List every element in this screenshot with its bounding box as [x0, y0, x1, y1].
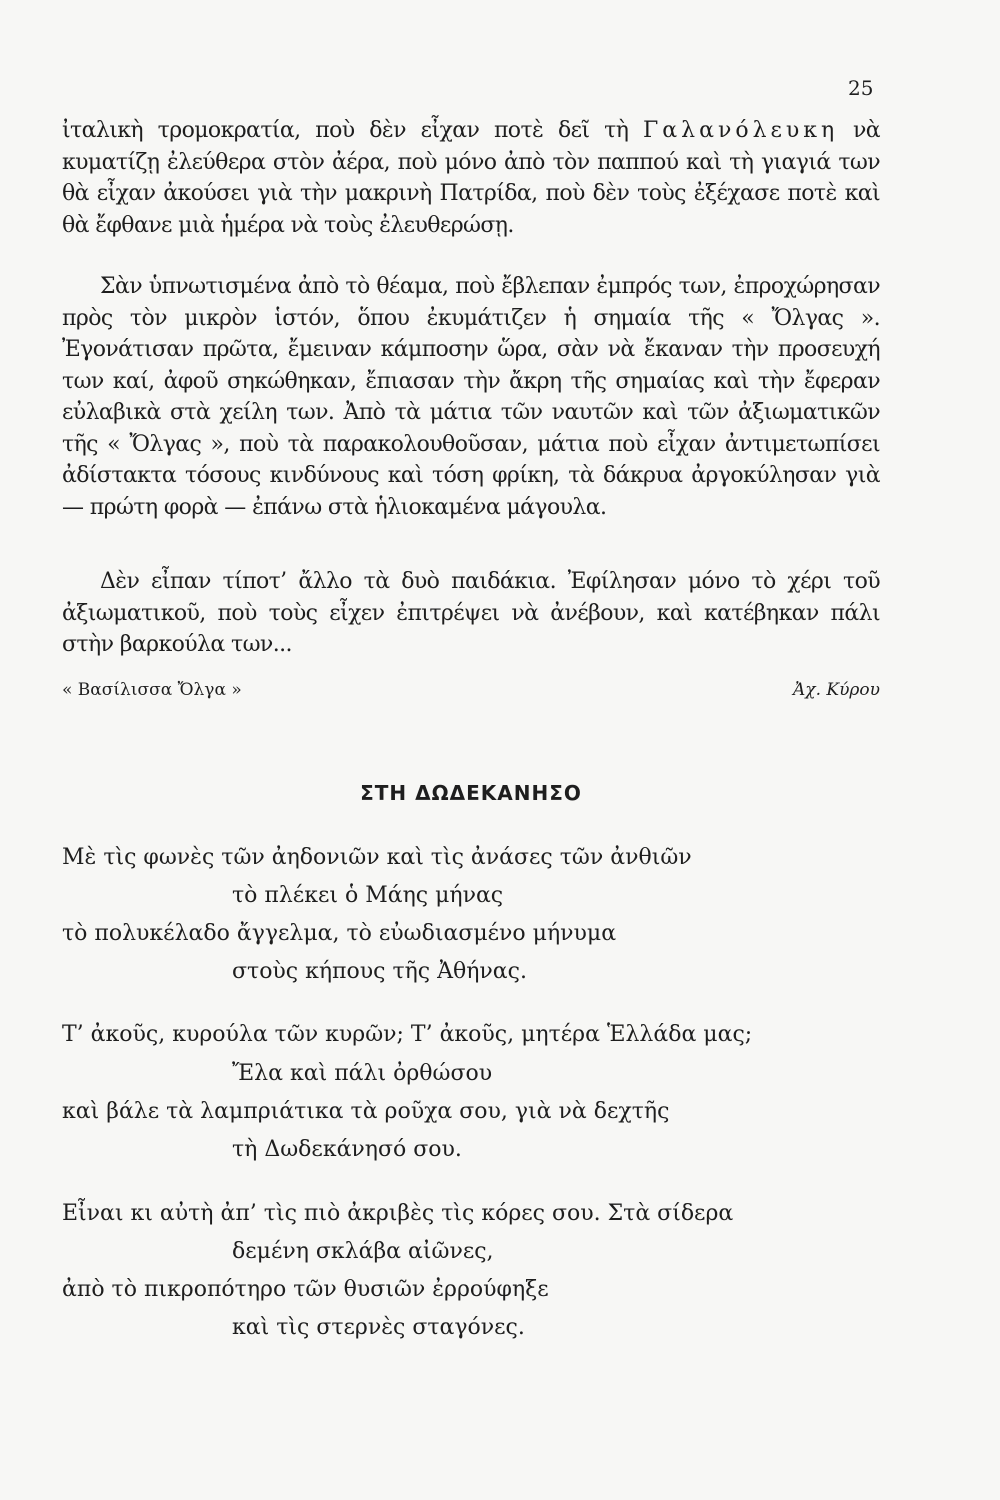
poem-line: τὸ πλέκει ὁ Μάης μήνας	[232, 883, 504, 908]
source-citation	[62, 680, 880, 708]
source-title: « Βασίλισσα Ὄλγα »	[62, 680, 242, 700]
poem-line: Τ’ ἀκοῦς, κυρούλα τῶν κυρῶν; Τ’ ἀκοῦς, μητέρα Ἑλλάδα μας;	[62, 1022, 753, 1047]
prose-paragraph-3: Δὲν εἶπαν τίποτ’ ἄλλο τὰ δυὸ παιδάκια. Ἐφίλησαν μόνο τὸ χέρι τοῦ ἀξιωματικοῦ, ποὺ τοὺς εἶχεν ἐπιτρέψει νὰ ἀνέβουν, καὶ κατέβηκαν πάλι στὴν βαρκούλα των...	[62, 569, 880, 657]
prose-paragraph-1-start: ἰταλικὴ τρομοκρατία, ποὺ δὲν εἶχαν ποτὲ δεῖ τὴ	[62, 118, 644, 143]
page-number: 25	[848, 76, 874, 100]
poem-line: δεμένη σκλάβα αἰῶνες,	[232, 1239, 494, 1264]
poem-line: ἀπὸ τὸ πικροπότηρο τῶν θυσιῶν ἐρρούφηξε	[62, 1277, 549, 1302]
poem-line: στοὺς κήπους τῆς Ἀθήνας.	[232, 959, 527, 984]
poem-line: τὴ Δωδεκάνησό σου.	[232, 1137, 462, 1162]
source-author: Ἀχ. Κύρου	[793, 680, 880, 700]
prose-paragraph-1-end: νὰ κυματίζῃ ἐλεύθερα στὸν ἀέρα, ποὺ μόνο ἀπὸ τὸν παππού καὶ τὴ γιαγιά των θὰ εἶχαν ἀκούσει γιὰ τὴν μακρινὴ Πατρίδα, ποὺ δὲν τοὺς ἐξέχασε ποτὲ καὶ θὰ ἔφθανε μιὰ ἡμέρα νὰ τοὺς ἐλευθερώσῃ.	[62, 118, 880, 238]
poem-line: καὶ τὶς στερνὲς σταγόνες.	[232, 1315, 525, 1340]
poem-line: Ἔλα καὶ πάλι ὀρθώσου	[232, 1061, 493, 1086]
poem-line: καὶ βάλε τὰ λαμπριάτικα τὰ ροῦχα σου, γιὰ νὰ δεχτῆς	[62, 1099, 670, 1124]
poem-line: Μὲ τὶς φωνὲς τῶν ἀηδονιῶν καὶ τὶς ἀνάσες τῶν ἀνθιῶν	[62, 845, 692, 870]
prose-paragraph-1	[62, 115, 880, 241]
poem-title: ΣΤΗ ΔΩΔΕΚΑΝΗΣΟ	[360, 781, 582, 805]
emphasized-word: Γαλανόλευκη	[643, 118, 839, 143]
poem-line: τὸ πολυκέλαδο ἄγγελμα, τὸ εὐωδιασμένο μήνυμα	[62, 921, 617, 946]
poem-line: Εἶναι κι αὐτὴ ἀπ’ τὶς πιὸ ἀκριβὲς τὶς κόρες σου. Στὰ σίδερα	[62, 1201, 734, 1226]
prose-paragraph-2: Σὰν ὑπνωτισμένα ἀπὸ τὸ θέαμα, ποὺ ἔβλεπαν ἐμπρός των, ἐπροχώρησαν πρὸς τὸν μικρὸν ἱστόν, ὅπου ἐκυμάτιζεν ἡ σημαία τῆς « Ὄλγας ». Ἐγονάτισαν πρῶτα, ἔμειναν κάμποσην ὥρα, σὰν νὰ ἔκαναν τὴν προσευχή των καί, ἀφοῦ σηκώθηκαν, ἔπιασαν τὴν ἄκρη τῆς σημαίας καὶ τὴν ἔφεραν εὐλαβικὰ στὰ χείλη των. Ἀπὸ τὰ μάτια τῶν ναυτῶν καὶ τῶν ἀξιωματικῶν τῆς « Ὄλγας », ποὺ τὰ παρακολουθοῦσαν, μάτια ποὺ εἶχαν ἀντιμετωπίσει ἀδίστακτα τόσους κινδύνους καὶ τόση φρίκη, τὰ δάκρυα ἀργοκύλησαν γιὰ — πρώτη φορὰ — ἐπάνω στὰ ἡλιοκαμένα μάγουλα.	[62, 274, 880, 520]
